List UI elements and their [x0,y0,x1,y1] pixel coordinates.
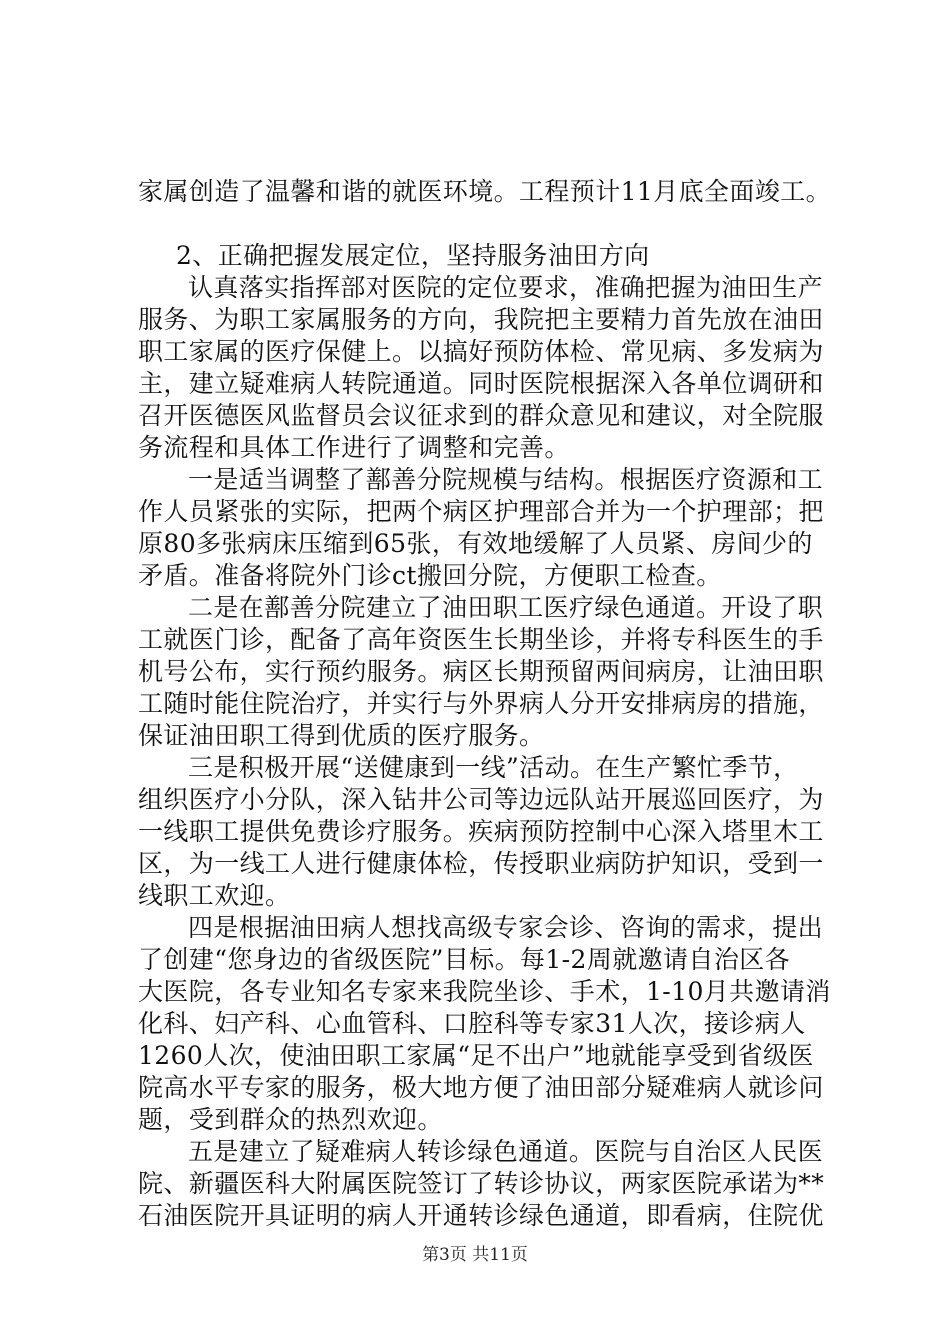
paragraph-line: 作人员紧张的实际，把两个病区护理部合并为一个护理部；把 [138,497,824,526]
paragraph-line: 召开医德医风监督员会议征求到的群众意见和建议，对全院服 [138,401,824,430]
page-number-footer: 第3页 共11页 [422,1245,528,1265]
paragraph-line: 家属创造了温馨和谐的就医环境。工程预计11月底全面竣工。 [138,177,832,206]
paragraph-line: 五是建立了疑难病人转诊绿色通道。医院与自治区人民医 [188,1137,824,1166]
paragraph-line: 工就医门诊，配备了高年资医生长期坐诊，并将专科医生的手 [138,625,824,654]
paragraph-line: 一线职工提供免费诊疗服务。疾病预防控制中心深入塔里木工 [138,817,824,846]
paragraph-line: 原80多张病床压缩到65张，有效地缓解了人员紧、房间少的 [138,529,813,558]
paragraph-line: 组织医疗小分队，深入钻井公司等边远队站开展巡回医疗，为 [138,785,824,814]
paragraph-line: 院、新疆医科大附属医院签订了转诊协议，两家医院承诺为** [138,1169,825,1198]
paragraph-line: 服务、为职工家属服务的方向，我院把主要精力首先放在油田 [138,305,824,334]
paragraph-line: 矛盾。准备将院外门诊ct搬回分院，方便职工检查。 [138,561,722,590]
paragraph-line: 一是适当调整了鄯善分院规模与结构。根据医疗资源和工 [188,465,824,494]
paragraph-line: 石油医院开具证明的病人开通转诊绿色通道，即看病，住院优 [138,1201,824,1230]
paragraph-line: 职工家属的医疗保健上。以搞好预防体检、常见病、多发病为 [138,337,824,366]
paragraph-line: 化科、妇产科、心血管科、口腔科等专家31人次，接诊病人 [138,1009,806,1038]
paragraph-line: 题，受到群众的热烈欢迎。 [138,1105,443,1134]
paragraph-line: 保证油田职工得到优质的医疗服务。 [138,721,545,750]
paragraph-line: 大医院，各专业知名专家来我院坐诊、手术，1-10月共邀请消 [138,977,831,1006]
paragraph-line: 了创建“您身边的省级医院”目标。每1-2周就邀请自治区各 [138,945,791,974]
paragraph-line: 1260人次，使油田职工家属“足不出户”地就能享受到省级医 [138,1041,814,1070]
paragraph-line: 主，建立疑难病人转院通道。同时医院根据深入各单位调研和 [138,369,824,398]
paragraph-line: 机号公布，实行预约服务。病区长期预留两间病房，让油田职 [138,657,824,686]
section-heading: 2、正确把握发展定位，坚持服务油田方向 [176,241,650,270]
paragraph-line: 工随时能住院治疗，并实行与外界病人分开安排病房的措施， [138,689,824,718]
paragraph-line: 三是积极开展“送健康到一线”活动。在生产繁忙季节， [188,753,799,782]
paragraph-line: 区，为一线工人进行健康体检，传授职业病防护知识，受到一 [138,849,824,878]
paragraph-line: 二是在鄯善分院建立了油田职工医疗绿色通道。开设了职 [188,593,824,622]
paragraph-line: 四是根据油田病人想找高级专家会诊、咨询的需求，提出 [188,913,824,942]
paragraph-line: 院高水平专家的服务，极大地方便了油田部分疑难病人就诊问 [138,1073,824,1102]
paragraph-line: 务流程和具体工作进行了调整和完善。 [138,433,570,462]
paragraph-line: 线职工欢迎。 [138,881,291,910]
paragraph-line: 认真落实指挥部对医院的定位要求，准确把握为油田生产 [188,273,824,302]
